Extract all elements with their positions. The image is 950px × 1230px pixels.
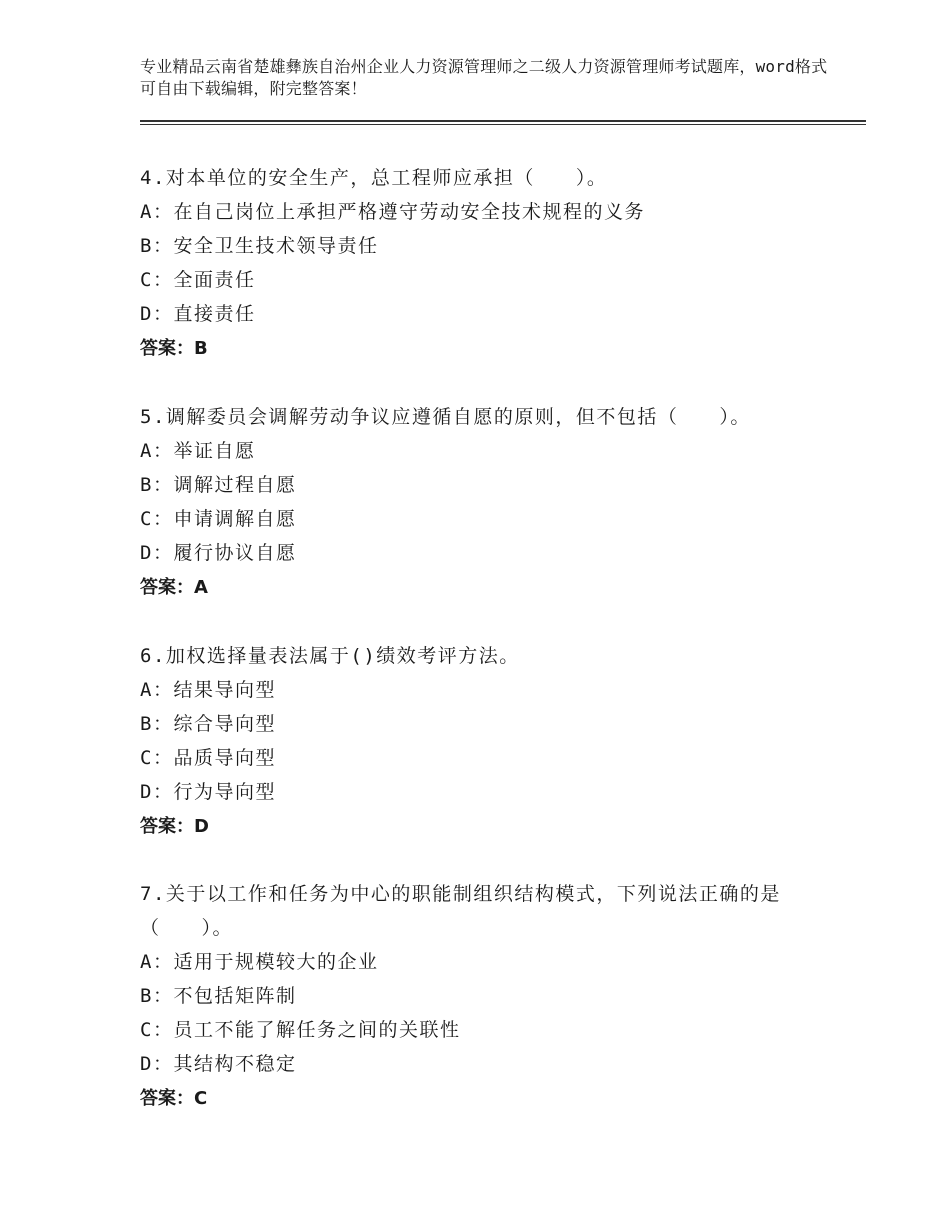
header-divider-thick [140,120,866,122]
question-title: 5.调解委员会调解劳动争议应遵循自愿的原则，但不包括（ ）。 [140,406,751,428]
option-d: D：直接责任 [140,303,256,325]
option-a: A：结果导向型 [140,679,276,701]
option-b: B：安全卫生技术领导责任 [140,235,379,257]
option-d: D：其结构不稳定 [140,1053,297,1075]
option-c: C：员工不能了解任务之间的关联性 [140,1019,461,1041]
option-a: A：在自己岗位上承担严格遵守劳动安全技术规程的义务 [140,201,645,223]
document-header [140,56,840,100]
question-title: 7.关于以工作和任务为中心的职能制组织结构模式，下列说法正确的是（ ）。 [140,883,781,939]
question-7 [140,877,840,1117]
option-c: C：全面责任 [140,269,256,291]
answer-label: 答案：D [140,816,209,837]
header-divider-thin [140,124,866,125]
option-b: B：不包括矩阵制 [140,985,297,1007]
option-a: A：适用于规模较大的企业 [140,951,379,973]
question-title: 4.对本单位的安全生产，总工程师应承担（ ）。 [140,167,608,189]
option-a: A：举证自愿 [140,440,256,462]
option-c: C：品质导向型 [140,747,276,769]
question-title: 6.加权选择量表法属于()绩效考评方法。 [140,645,520,667]
answer-label: 答案：A [140,577,208,598]
option-d: D：行为导向型 [140,781,276,803]
question-5 [140,400,840,606]
option-b: B：综合导向型 [140,713,276,735]
option-d: D：履行协议自愿 [140,542,297,564]
question-4 [140,161,840,367]
question-6 [140,639,840,845]
document-title: 专业精品云南省楚雄彝族自治州企业人力资源管理师之二级人力资源管理师考试题库，word格式可自由下载编辑，附完整答案！ [140,57,828,98]
answer-label: 答案：C [140,1088,208,1109]
option-c: C：申请调解自愿 [140,508,297,530]
option-b: B：调解过程自愿 [140,474,297,496]
answer-label: 答案：B [140,338,208,359]
